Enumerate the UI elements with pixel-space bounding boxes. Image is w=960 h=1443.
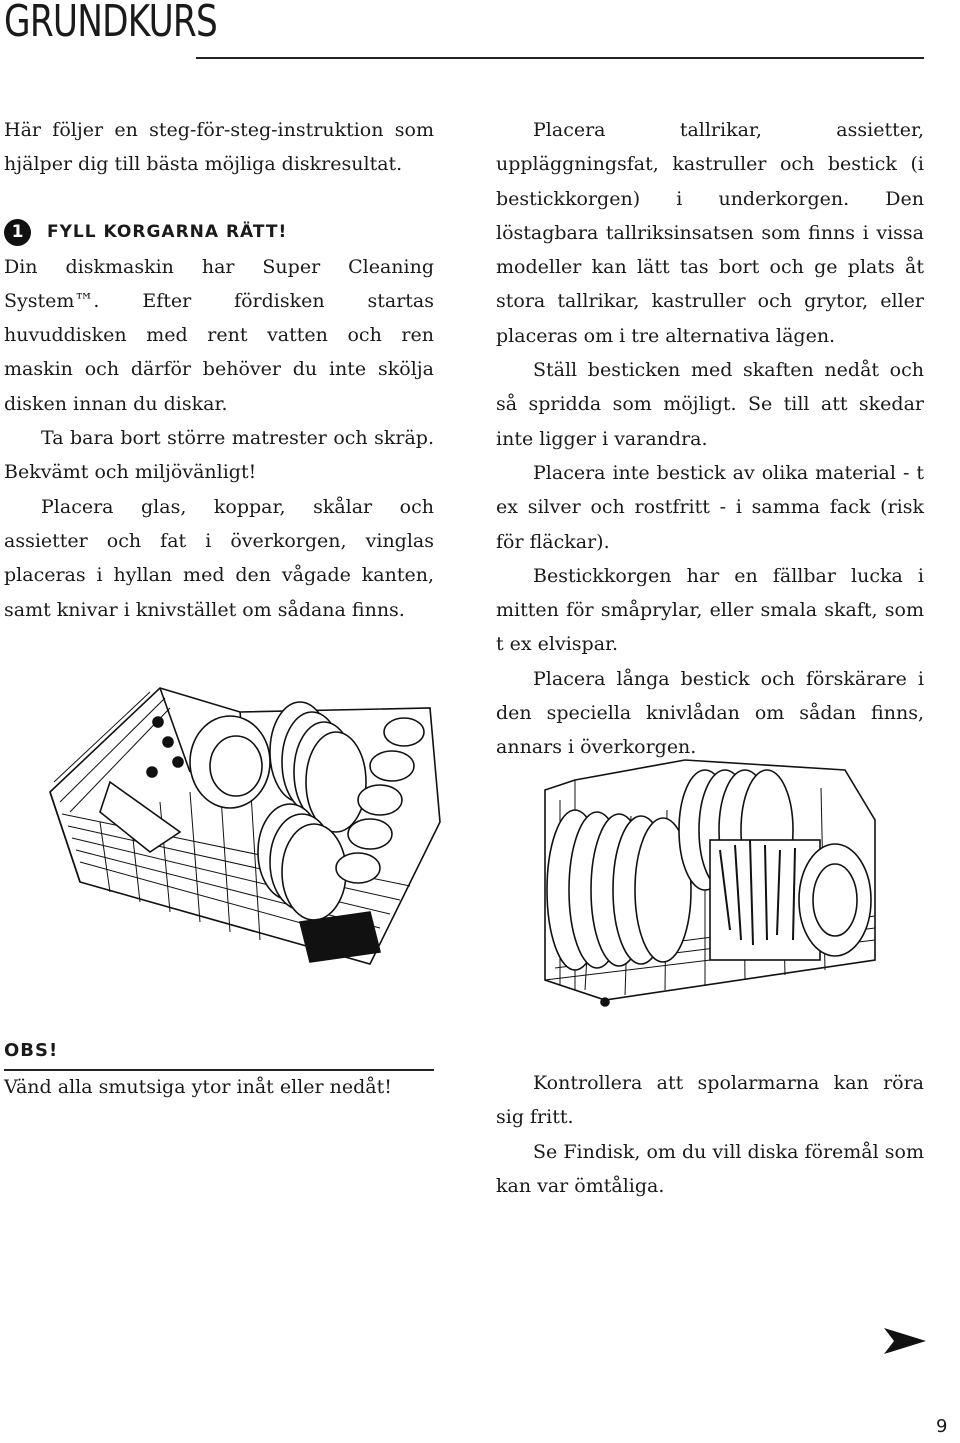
- lower-basket-illustration: [505, 740, 905, 1020]
- right-paragraph: Placera tallrikar, assietter, uppläggningsfat, kastruller och bestick (i bestickkorgen) i underkorgen. Den löstagbara tallriksinsatsen som finns i vissa modeller kan lätt tas bort och ge plats åt stora tallrikar, kastruller och grytor, eller placeras om i tre alternativa lägen.: [496, 119, 924, 347]
- bottom-right-column: [496, 1066, 924, 1203]
- bottom-paragraph: Se Findisk, om du vill diska föremål som kan var ömtåliga.: [496, 1140, 924, 1197]
- right-paragraph: Bestickkorgen har en fällbar lucka i mitten för småprylar, eller smala skaft, som t ex elvispar.: [496, 564, 924, 656]
- obs-heading: OBS!: [4, 1040, 59, 1061]
- step-heading-label: FYLL KORGARNA RÄTT!: [47, 222, 288, 243]
- page-number: 9: [936, 1416, 948, 1437]
- step-number-badge: 1: [4, 219, 31, 246]
- page-title: GRUNDKURS: [4, 0, 217, 47]
- spacer: [4, 182, 434, 216]
- step-heading: [4, 216, 434, 250]
- obs-text: Vänd alla smutsiga ytor inåt eller nedåt!: [4, 1076, 392, 1098]
- right-paragraph: Placera inte bestick av olika material - t ex silver och rostfritt - i samma fack (risk för fläckar).: [496, 461, 924, 553]
- right-paragraph: Placera långa bestick och förskärare i den speciella knivlådan om sådan finns, annars i överkorgen.: [496, 667, 924, 759]
- upper-basket-illustration: [40, 682, 450, 972]
- title-rule: [196, 57, 924, 59]
- step-paragraph: Din diskmaskin har Super Cleaning System™. Efter fördisken startas huvuddisken med rent vatten och ren maskin och därför behöver du inte skölja disken innan du diskar.: [4, 255, 434, 415]
- intro-text: Här följer en steg-för-steg-instruktion som hjälper dig till bästa möjliga diskresultat.: [4, 119, 434, 176]
- right-column: [496, 113, 924, 765]
- arrow-right-icon[interactable]: [884, 1328, 926, 1354]
- step-paragraph: Ta bara bort större matrester och skräp. Bekvämt och miljövänligt!: [4, 427, 434, 484]
- step-paragraph: Placera glas, koppar, skålar och assietter och fat i överkorgen, vinglas placeras i hyllan med den vågade kanten, samt knivar i knivstället om sådana finns.: [4, 495, 434, 621]
- right-paragraph: Ställ besticken med skaften nedåt och så spridda som möjligt. Se till att skedar inte ligger i varandra.: [496, 359, 924, 450]
- left-column: [4, 113, 434, 627]
- bottom-paragraph: Kontrollera att spolarmarna kan röra sig fritt.: [496, 1072, 924, 1129]
